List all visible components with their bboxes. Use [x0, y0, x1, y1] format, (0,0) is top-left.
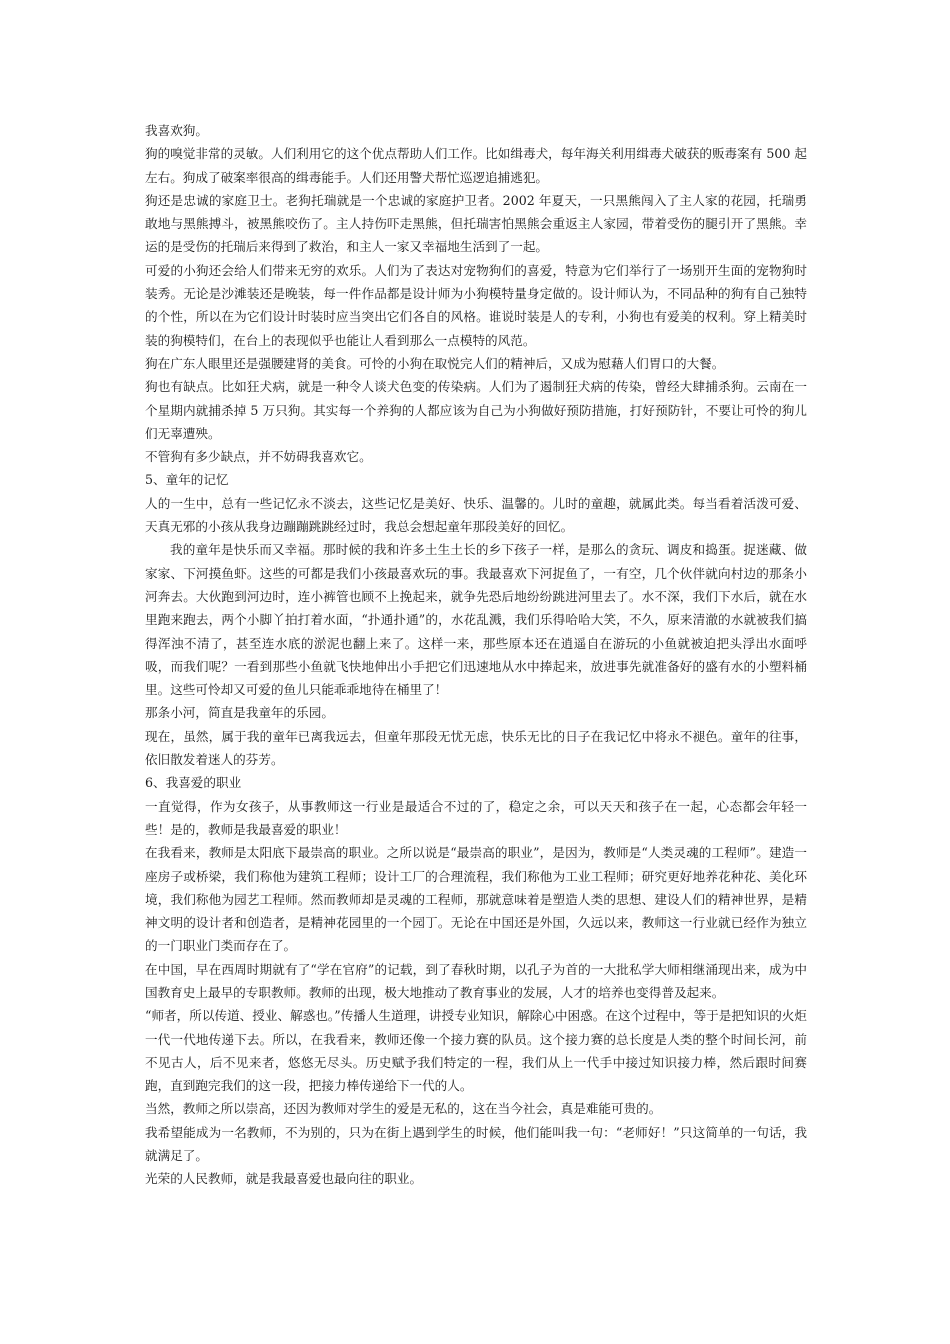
- paragraph-dog-conclusion: 不管狗有多少缺点，并不妨碍我喜欢它。: [145, 449, 372, 465]
- section-heading-career: 6、我喜爱的职业: [145, 775, 242, 791]
- section-heading-childhood: 5、童年的记忆: [145, 472, 229, 488]
- paragraph-childhood-river: 那条小河，简直是我童年的乐园。: [145, 705, 334, 721]
- paragraph-career-intro: 一直觉得，作为女孩子，从事教师这一行业是最适合不过的了，稳定之余，可以天天和孩子在一起，心态都会年轻一些！是的，教师是我最喜爱的职业！: [145, 798, 807, 837]
- paragraph-childhood-story: 我的童年是快乐而又幸福。那时候的我和许多土生土长的乡下孩子一样，是那么的贪玩、调皮和捣蛋。捉迷藏、做家家、下河摸鱼虾。这些的可都是我们小孩最喜欢玩的事。我最喜欢下河捉鱼了，一有空，几个伙伴就向村边的那条小河奔去。大伙跑到河边时，连小裤管也顾不上挽起来，就争先恐后地纷纷跳进河里去了。水不深，我们下水后，就在水里跑来跑去，两个小脚丫拍打着水面，“扑通扑通”的，水花乱溅，我们乐得哈哈大笑，不久，原来清澈的水就被我们搞得浑浊不清了，甚至连水底的淤泥也翻上来了。这样一来，那些原本还在逍遥自在游玩的小鱼就被迫把头浮出水面呼吸，而我们呢？一看到那些小鱼就飞快地伸出小手把它们迅速地从水中捧起来，放进事先就准备好的盛有水的小塑料桶里。这些可怜却又可爱的鱼儿只能乖乖地待在桶里了！: [145, 542, 807, 698]
- paragraph-career-love: 当然，教师之所以崇高，还因为教师对学生的爱是无私的，这在当今社会，真是难能可贵的。: [145, 1101, 662, 1117]
- paragraph-dog-fashion: 可爱的小狗还会给人们带来无穷的欢乐。人们为了表达对宠物狗们的喜爱，特意为它们举行了一场别开生面的宠物狗时装秀。无论是沙滩装还是晚装，每一件作品都是设计师为小狗模特量身定做的。设计师认为，不同品种的狗有自己独特的个性，所以在为它们设计时装时应当突出它们各自的风格。谁说时装是人的专利，小狗也有爱美的权利。穿上精美时装的狗模特们，在台上的表现似乎也能让人看到那么一点模特的风范。: [145, 262, 807, 348]
- paragraph-dog-smell: 狗的嗅觉非常的灵敏。人们利用它的这个优点帮助人们工作。比如缉毒犬，每年海关利用缉毒犬破获的贩毒案有 500 起左右。狗成了破案率很高的缉毒能手。人们还用警犬帮忙巡逻追捕逃犯。: [145, 146, 807, 185]
- paragraph-childhood-conclusion: 现在，虽然，属于我的童年已离我远去，但童年那段无忧无虑，快乐无比的日子在我记忆中将永不褪色。童年的往事，依旧散发着迷人的芬芳。: [145, 728, 807, 768]
- paragraph-career-wish: 我希望能成为一名教师，不为别的，只为在街上遇到学生的时候，他们能叫我一句：“老师好！”只这简单的一句话，我就满足了。: [145, 1124, 807, 1164]
- document-body: [145, 119, 807, 1191]
- paragraph-dog-food: 狗在广东人眼里还是强腰建肾的美食。可怜的小狗在取悦完人们的精神后，又成为慰藉人们胃口的大餐。: [145, 355, 725, 371]
- paragraph-career-noble: 在我看来，教师是太阳底下最崇高的职业。之所以说是“最崇高的职业”，是因为，教师是“人类灵魂的工程师”。建造一座房子或桥梁，我们称他为建筑工程师；设计工厂的合理流程，我们称他为工业工程师；研究更好地养花种花、美化环境，我们称他为园艺工程师。然而教师却是灵魂的工程师，那就意味着是塑造人类的思想、建设人们的精神世界，是精神文明的设计者和创造者，是精神花园里的一个园丁。无论在中国还是外国，久远以来，教师这一行业就已经作为独立的一门职业门类而存在了。: [145, 845, 807, 954]
- paragraph-dog-flaws: 狗也有缺点。比如狂犬病，就是一种令人谈犬色变的传染病。人们为了遏制狂犬病的传染，曾经大肆捕杀狗。云南在一个星期内就捕杀掉 5 万只狗。其实每一个养狗的人都应该为自己为小狗做好预防措施，打好预防针，不要让可怜的狗儿们无辜遭殃。: [145, 379, 807, 441]
- paragraph-intro: 我喜欢狗。: [145, 123, 208, 138]
- paragraph-childhood-intro: 人的一生中，总有一些记忆永不淡去，这些记忆是美好、快乐、温馨的。儿时的童趣，就属此类。每当看着活泼可爱、天真无邪的小孩从我身边蹦蹦跳跳经过时，我总会想起童年那段美好的回忆。: [145, 495, 807, 535]
- paragraph-career-relay: “师者，所以传道、授业、解惑也。”传播人生道理，讲授专业知识，解除心中困惑。在这个过程中，等于是把知识的火炬一代一代地传递下去。所以，在我看来，教师还像一个接力赛的队员。这个接力赛的总长度是人类的整个时间长河，前不见古人，后不见来者，悠悠无尽头。历史赋予我们特定的一程，我们从上一代手中接过知识接力棒，然后跟时间赛跑，直到跑完我们的这一段，把接力棒传递给下一代的人。: [145, 1008, 807, 1094]
- paragraph-dog-guardian: 狗还是忠诚的家庭卫士。老狗托瑞就是一个忠诚的家庭护卫者。2002 年夏天，一只黑熊闯入了主人家的花园，托瑞勇敢地与黑熊搏斗，被黑熊咬伤了。主人持伤吓走黑熊，但托瑞害怕黑熊会重返主人家园，带着受伤的腿引开了黑熊。幸运的是受伤的托瑞后来得到了救治，和主人一家又幸福地生活到了一起。: [145, 192, 807, 255]
- paragraph-career-conclusion: 光荣的人民教师，就是我最喜爱也最向往的职业。: [145, 1171, 423, 1187]
- paragraph-career-history: 在中国，早在西周时期就有了“学在官府”的记载，到了春秋时期，以孔子为首的一大批私学大师相继涌现出来，成为中国教育史上最早的专职教师。教师的出现，极大地推动了教育事业的发展，人才的培养也变得普及起来。: [145, 961, 807, 1000]
